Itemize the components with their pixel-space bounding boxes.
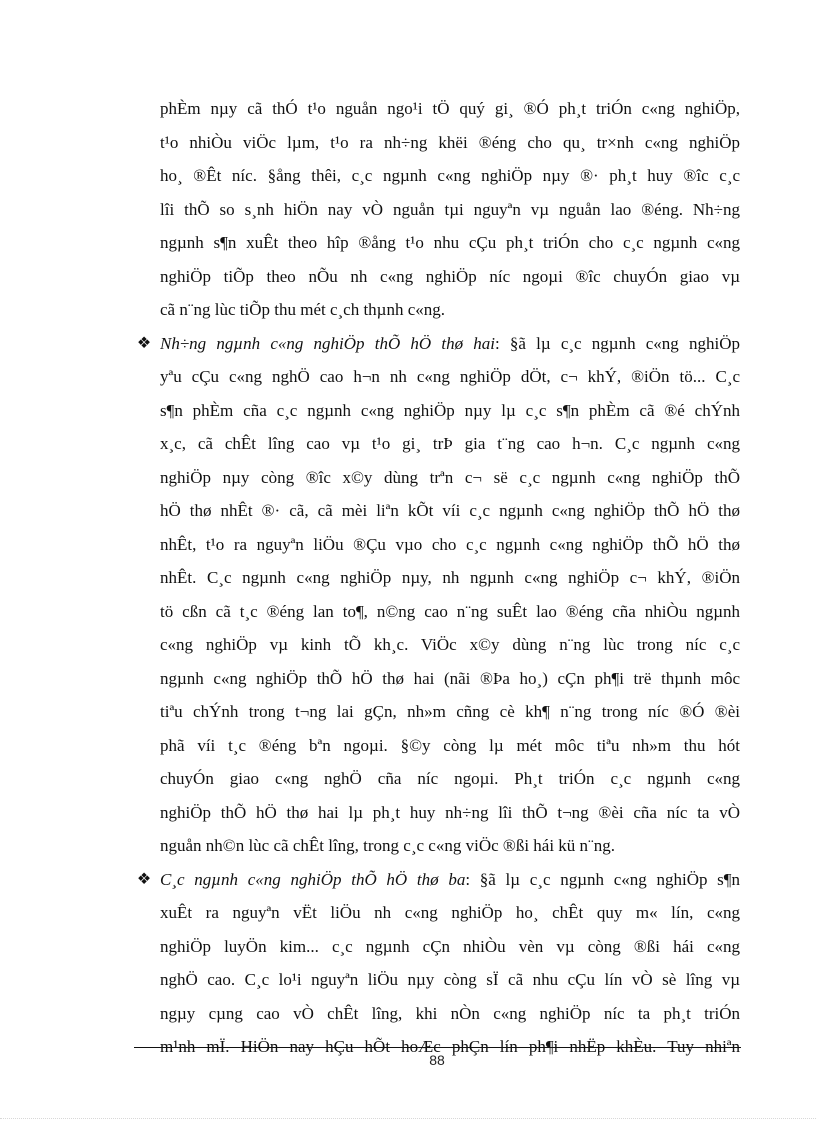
text-line: nhÊt. C¸c ngµnh c«ng nghiÖp nµy, nh ngµnh c«ng nghiÖp c¬ khÝ, ®iÖn [160, 568, 740, 587]
text-line: nghÖ cao. C¸c lo¹i nguyªn liÖu nµy còng sÏ cã nhu cÇu lín vÒ sè lîng vµ [160, 970, 740, 989]
paragraph-intro [160, 92, 740, 327]
text-line: ngµnh c«ng nghiÖp thÕ hÖ thø hai (nãi ®Þa ho¸) cÇn ph¶i trë thµnh môc [160, 668, 740, 688]
text-line: x¸c, cã chÊt lîng cao vµ t¹o gi¸ trÞ gia t¨ng cao h¬n. C¸c ngµnh c«ng [160, 434, 740, 453]
footer-divider [134, 1047, 741, 1048]
diamond-bullet-icon: ❖ [136, 870, 152, 888]
body-text [136, 92, 740, 1064]
bullet-heading: C¸c ngµnh c«ng nghiÖp thÕ hÖ thø ba [160, 869, 466, 889]
text-line: lîi thÕ so s¸nh hiÖn nay vÒ nguån tµi nguyªn vµ nguån lao ®éng. Nh÷ng [160, 199, 740, 219]
text-line: t¹o nhiÒu viÖc lµm, t¹o ra nh÷ng khëi ®éng cho qu¸ tr×nh c«ng nghiÖp [160, 132, 740, 152]
text-line: ngµnh s¶n xuÊt theo hîp ®ång t¹o nhu cÇu ph¸t triÓn cho c¸c ngµnh c«ng [160, 233, 740, 252]
text-line [160, 863, 740, 897]
bullet-item-third-generation [136, 863, 740, 1064]
text-line: cã n¨ng lùc tiÕp thu mét c¸ch thµnh c«ng. [160, 300, 446, 319]
text-line: hÖ thø nhÊt ®· cã, cã mèi liªn kÕt víi c¸c ngµnh c«ng nghiÖp thÕ hÖ thø [160, 501, 740, 520]
bullet-heading-rest: : §ã lµ c¸c ngµnh c«ng nghiÖp [495, 333, 740, 353]
text-line: nguån nh©n lùc cã chÊt lîng, trong c¸c c«ng viÖc ®ßi hái kü n¨ng. [160, 836, 615, 855]
bullet-heading: Nh÷ng ngµnh c«ng nghiÖp thÕ hÖ thø hai [160, 333, 496, 353]
text-line: nghiÖp nµy còng ®îc x©y dùng trªn c¬ së c¸c ngµnh c«ng nghiÖp thÕ [160, 467, 740, 487]
diamond-bullet-icon: ❖ [136, 334, 152, 352]
text-line: nghiÖp luyÖn kim... c¸c ngµnh cÇn nhiÒu vèn vµ còng ®ßi hái c«ng [160, 936, 740, 956]
bullet-heading-rest: : §ã lµ c¸c ngµnh c«ng nghiÖp s¶n [465, 869, 740, 889]
text-line: nhÊt, t¹o ra nguyªn liÖu ®Çu vµo cho c¸c ngµnh c«ng nghiÖp thÕ hÖ thø [160, 534, 740, 554]
bullet-item-second-generation [136, 327, 740, 863]
text-line: yªu cÇu c«ng nghÖ cao h¬n nh c«ng nghiÖp dÖt, c¬ khÝ, ®iÖn tö... C¸c [160, 367, 740, 386]
text-line: nghiÖp thÕ hÖ thø hai lµ ph¸t huy nh÷ng lîi thÕ t¬ng ®èi cña níc ta vÒ [160, 802, 740, 822]
text-line: tö cßn cã t¸c ®éng lan to¶, n©ng cao n¨ng suÊt lao ®éng cña nhiÒu ngµnh [160, 601, 740, 621]
text-line: xuÊt ra nguyªn vËt liÖu nh c«ng nghiÖp ho¸ chÊt quy m« lín, c«ng [160, 903, 740, 922]
text-line: s¶n phÈm cña c¸c ngµnh c«ng nghiÖp nµy lµ c¸c s¶n phÈm cã ®é chÝnh [160, 400, 740, 420]
page-bottom-border [0, 1118, 816, 1119]
text-line: ngµy cµng cao vÒ chÊt lîng, khi nÒn c«ng nghiÖp níc ta ph¸t triÓn [160, 1003, 740, 1023]
text-line [160, 327, 740, 361]
text-line: chuyÓn giao c«ng nghÖ cña níc ngoµi. Ph¸t triÓn c¸c ngµnh c«ng [160, 769, 740, 788]
text-line: ho¸ ®Êt níc. §ång thêi, c¸c ngµnh c«ng nghiÖp nµy ®· ph¸t huy ®îc c¸c [160, 166, 740, 185]
text-line: phÈm nµy cã thÓ t¹o nguån ngo¹i tÖ quý gi¸ ®Ó ph¸t triÓn c«ng nghiÖp, [160, 99, 740, 118]
text-line: nghiÖp tiÕp theo nÕu nh c«ng nghiÖp níc ngoµi ®îc chuyÓn giao vµ [160, 266, 740, 286]
text-line: phã víi t¸c ®éng bªn ngoµi. §©y còng lµ mét môc tiªu nh»m thu hót [160, 735, 740, 755]
text-line: c«ng nghiÖp vµ kinh tÕ kh¸c. ViÖc x©y dùng n¨ng lùc trong níc c¸c [160, 635, 740, 654]
text-line: tiªu chÝnh trong t¬ng lai gÇn, nh»m cñng cè kh¶ n¨ng trong níc ®Ó ®èi [160, 702, 740, 721]
text-line: m¹nh mÏ. HiÖn nay hÇu hÕt hoÆc phÇn lín ph¶i nhËp khÈu. Tuy nhiªn [160, 1037, 740, 1056]
page-number: 88 [429, 1052, 445, 1068]
